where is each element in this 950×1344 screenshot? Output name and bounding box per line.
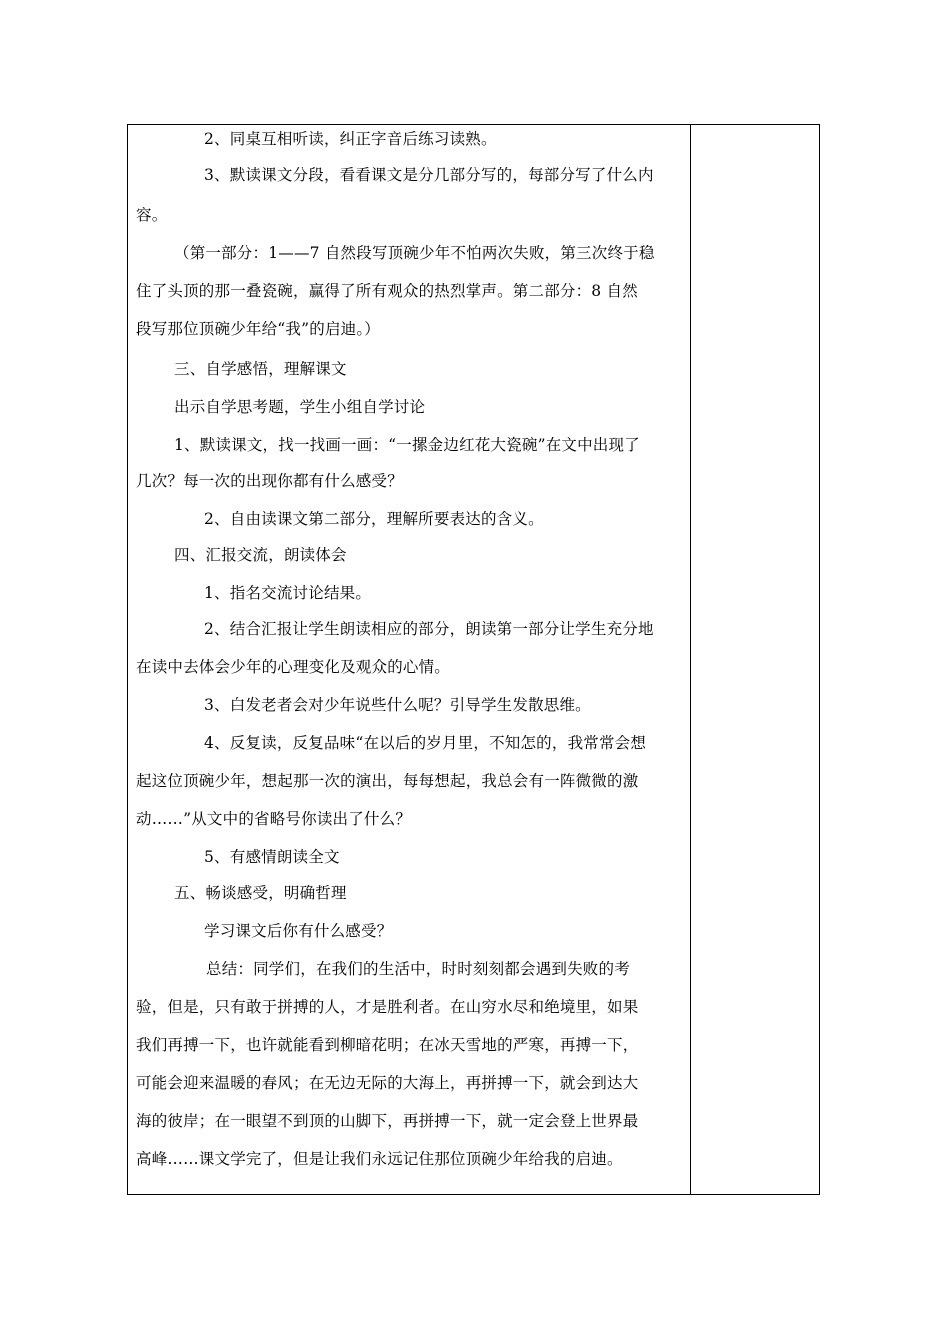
text-line: 出示自学思考题，学生小组自学讨论 [174, 398, 426, 416]
text-line: 海的彼岸；在一眼望不到顶的山脚下，再拼搏一下，就一定会登上世界最 [136, 1112, 639, 1130]
text-line: 容。 [136, 206, 168, 224]
lesson-plan-table [127, 124, 820, 1195]
text-line: 2、结合汇报让学生朗读相应的部分，朗读第一部分让学生充分地 [204, 620, 654, 638]
text-line: 动……”从文中的省略号你读出了什么？ [136, 810, 412, 828]
text-line: 1、指名交流讨论结果。 [204, 584, 372, 602]
text-line: 段写那位顶碗少年给“我”的启迪。） [136, 320, 380, 338]
text-line: 我们再搏一下，也许就能看到柳暗花明；在冰天雪地的严寒，再搏一下， [136, 1036, 639, 1054]
text-line: 几次？每一次的出现你都有什么感受？ [136, 472, 403, 490]
section-heading: 四、汇报交流，朗读体会 [174, 546, 347, 564]
text-line: 可能会迎来温暖的春风；在无边无际的大海上，再拼搏一下，就会到达大 [136, 1074, 639, 1092]
text-line: 1、默读课文，找一找画一画：“一摞金边红花大瓷碗”在文中出现了 [174, 436, 640, 454]
text-line: 2、同桌互相听读，纠正字音后练习读熟。 [204, 130, 497, 148]
text-line: 高峰……课文学完了，但是让我们永远记住那位顶碗少年给我的启迪。 [136, 1150, 623, 1168]
section-heading: 五、畅谈感受，明确哲理 [174, 884, 347, 902]
text-line: 3、白发老者会对少年说些什么呢？引导学生发散思维。 [204, 696, 591, 714]
text-line: 住了头顶的那一叠瓷碗，赢得了所有观众的热烈掌声。第二部分：8 自然 [136, 282, 638, 300]
notes-cell [691, 125, 819, 1194]
text-line: （第一部分：1——7 自然段写顶碗少年不怕两次失败，第三次终于稳 [174, 244, 655, 262]
text-line: 3、默读课文分段，看看课文是分几部分写的，每部分写了什么内 [204, 166, 654, 184]
text-line: 验，但是，只有敢于拼搏的人，才是胜利者。在山穷水尽和绝境里，如果 [136, 998, 639, 1016]
text-line: 起这位顶碗少年，想起那一次的演出，每每想起，我总会有一阵微微的激 [136, 772, 639, 790]
text-line: 4、反复读，反复品味“在以后的岁月里，不知怎的，我常常会想 [204, 734, 647, 752]
text-line: 总结：同学们，在我们的生活中，时时刻刻都会遇到失败的考 [206, 960, 630, 978]
text-line: 5、有感情朗读全文 [204, 848, 340, 866]
text-line: 学习课文后你有什么感受？ [204, 922, 393, 940]
lesson-content-cell [128, 125, 690, 1194]
text-line: 在读中去体会少年的心理变化及观众的心情。 [136, 658, 451, 676]
text-line: 2、自由读课文第二部分，理解所要表达的含义。 [204, 510, 544, 528]
section-heading: 三、自学感悟，理解课文 [174, 360, 347, 378]
